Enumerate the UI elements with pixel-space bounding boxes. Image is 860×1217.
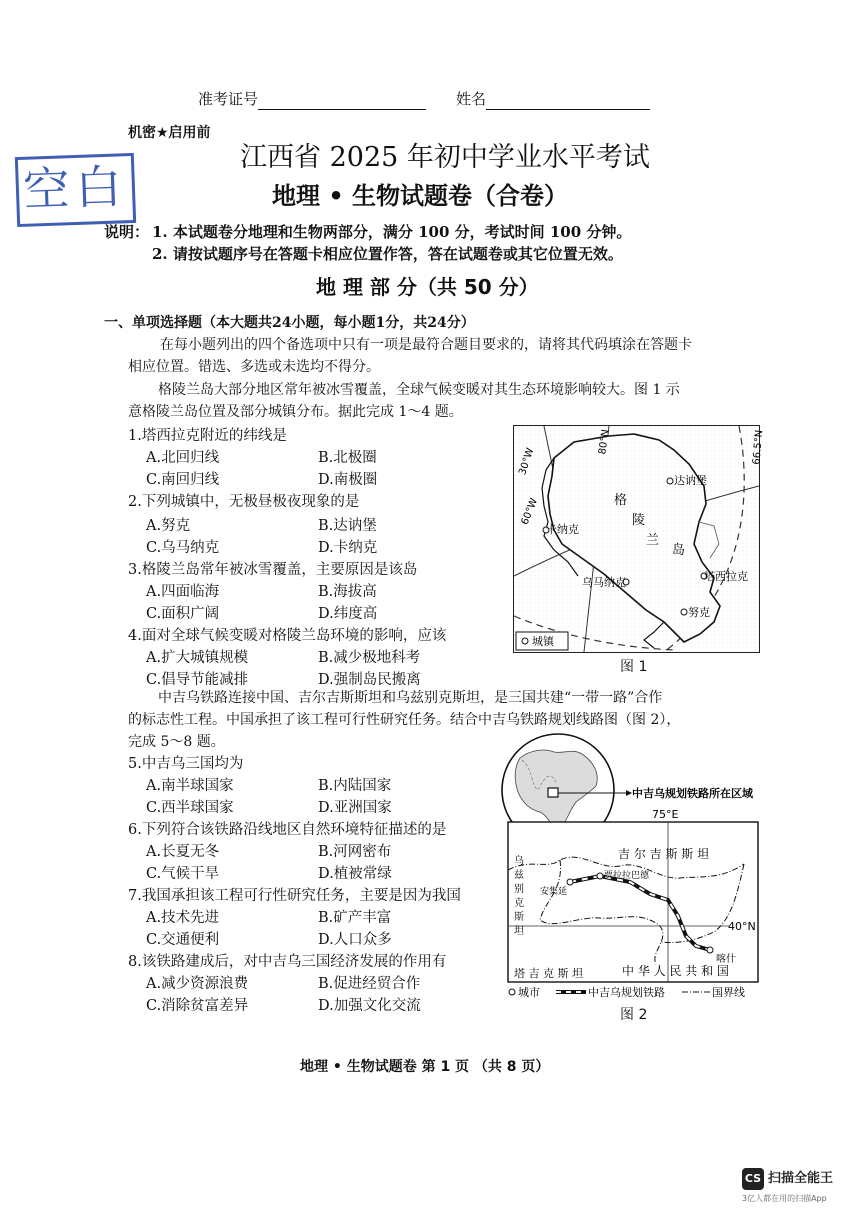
question-7-option-d: D.人口众多 <box>318 932 392 948</box>
question-2-stem: 2.下列城镇中，无极昼极夜现象的是 <box>128 494 360 510</box>
legend-city-label: 城市 <box>518 986 540 999</box>
region-marker <box>548 788 558 797</box>
town-kanak: 卡纳克 <box>546 523 579 536</box>
passage2-line-3: 完成 5～8 题。 <box>128 734 225 750</box>
island-char-2: 陵 <box>632 513 646 528</box>
question-1-stem: 1.塔西拉克附近的纬线是 <box>128 428 287 444</box>
uzbek-char-4: 克 <box>514 898 524 909</box>
lat-80n-label: 80°N <box>597 428 612 456</box>
question-2-option-b: B.达讷堡 <box>318 518 377 534</box>
name-blank <box>486 88 650 110</box>
section-title: 地 理 部 分（共 50 分） <box>316 275 539 299</box>
exam-id-blank <box>258 88 426 110</box>
town-nuuk: 努克 <box>688 606 710 619</box>
question-6-stem: 6.下列符合该铁路沿线地区自然环境特征描述的是 <box>128 822 447 838</box>
question-3-stem: 3.格陵兰岛常年被冰雪覆盖，主要原因是该岛 <box>128 562 418 578</box>
uzbek-char-3: 别 <box>514 884 524 895</box>
question-4-option-d: D.强制岛民搬离 <box>318 672 421 688</box>
legend-city-icon <box>509 989 515 995</box>
page-footer: 地理 • 生物试题卷 第 1 页 （共 8 页） <box>300 1059 550 1075</box>
legend-rail-label: 中吉乌规划铁路 <box>588 986 665 999</box>
question-8-stem: 8.该铁路建成后，对中吉乌三国经济发展的作用有 <box>128 954 447 970</box>
name-label: 姓名 <box>456 90 487 108</box>
question-3-option-c: C.面积广阔 <box>146 606 220 622</box>
question-5-option-d: D.亚洲国家 <box>318 800 392 816</box>
town-legend-icon <box>522 638 528 644</box>
app-name: 扫描全能王 <box>768 1171 834 1186</box>
question-8-option-d: D.加强文化交流 <box>318 998 421 1014</box>
question-6-option-b: B.河网密布 <box>318 844 392 860</box>
town-danaborg: 达讷堡 <box>674 474 707 487</box>
instruction-line-1: 在每小题列出的四个备选项中只有一项是最符合题目要求的，请将其代码填涂在答题卡 <box>160 337 692 353</box>
instruction-line-2: 相应位置。错选、多选或未选均不得分。 <box>128 359 380 375</box>
question-4-stem: 4.面对全球气候变暖对格陵兰岛环境的影响，应该 <box>128 628 447 644</box>
question-7-option-c: C.交通便利 <box>146 932 220 948</box>
figure-1-map <box>513 425 766 653</box>
question-1-option-d: D.南极圈 <box>318 472 378 488</box>
passage1-line-2: 意格陵兰岛位置及部分城镇分布。据此完成 1～4 题。 <box>128 404 463 420</box>
question-2-option-c: C.乌马纳克 <box>146 540 220 556</box>
question-8-option-a: A.减少资源浪费 <box>146 976 249 992</box>
question-7-option-b: B.矿产丰富 <box>318 910 392 926</box>
question-5-option-b: B.内陆国家 <box>318 778 392 794</box>
lon-30w-label: 30°W <box>517 446 537 477</box>
passage1-line-1: 格陵兰岛大部分地区常年被冰雪覆盖，全球气候变暖对其生态环境影响较大。图 1 示 <box>158 382 680 398</box>
lon-60w-label: 60°W <box>519 496 541 527</box>
exam-id-label: 准考证号 <box>198 90 259 108</box>
kyrgyzstan-label: 吉 尔 吉 斯 斯 坦 <box>618 847 710 861</box>
uzbek-char-1: 乌 <box>514 856 524 867</box>
city-jalal-abad: 贾拉拉巴德 <box>604 871 650 881</box>
notes-lead: 说明： <box>104 223 150 241</box>
tajikistan-label: 塔 吉 克 斯 坦 <box>514 967 583 980</box>
question-3-option-a: A.四面临海 <box>146 584 220 600</box>
legend-border-label: 国界线 <box>712 986 745 999</box>
question-8-option-b: B.促进经贸合作 <box>318 976 421 992</box>
island-char-4: 岛 <box>672 543 686 558</box>
question-8-option-c: C.消除贫富差异 <box>146 998 249 1014</box>
town-tasiilaq: 塔西拉克 <box>704 570 748 583</box>
figure-2-caption: 图 2 <box>620 1007 648 1023</box>
secret-label: 机密★启用前 <box>128 125 211 141</box>
question-6-option-d: D.植被常绿 <box>318 866 392 882</box>
question-4-option-a: A.扩大城镇规模 <box>146 650 249 666</box>
china-label: 中 华 人 民 共 和 国 <box>622 964 729 978</box>
camscanner-logo-icon: CS <box>742 1168 764 1190</box>
question-4-option-c: C.倡导节能减排 <box>146 672 249 688</box>
blank-stamp: 空白 <box>15 153 136 227</box>
exam-id-field <box>198 88 426 110</box>
lat-665n-label: 66.5°N <box>751 429 766 466</box>
town-umanak: 乌马纳克 <box>582 576 626 589</box>
uzbek-char-5: 斯 <box>514 912 524 923</box>
question-1-option-a: A.北回归线 <box>146 450 220 466</box>
question-2-option-d: D.卡纳克 <box>318 540 378 556</box>
railway-map <box>500 730 762 1000</box>
passage2-line-2: 的标志性工程。中国承担了该工程可行性研究任务。结合中吉乌铁路规划线路图（图 2）， <box>128 712 681 728</box>
app-tagline: 3亿人都在用的扫描App <box>742 1194 827 1203</box>
city-kashgar: 喀什 <box>716 954 736 965</box>
passage2-line-1: 中吉乌铁路连接中国、吉尔吉斯斯坦和乌兹别克斯坦，是三国共建“一带一路”合作 <box>158 690 663 706</box>
exam-title: 江西省 2025 年初中学业水平考试 <box>240 142 650 173</box>
question-2-option-a: A.努克 <box>146 518 191 534</box>
part-heading: 一、单项选择题（本大题共24小题，每小题1分，共24分） <box>104 315 475 331</box>
island-char-1: 格 <box>614 493 628 508</box>
question-7-option-a: A.技术先进 <box>146 910 220 926</box>
name-field <box>456 88 650 110</box>
question-3-option-b: B.海拔高 <box>318 584 377 600</box>
legend-town-label: 城镇 <box>532 635 554 648</box>
region-label: 中吉乌规划铁路所在区域 <box>632 787 753 800</box>
note-2: 2. 请按试题序号在答题卡相应位置作答，答在试题卷或其它位置无效。 <box>152 245 623 263</box>
note-1: 1. 本试题卷分地理和生物两部分，满分 100 分，考试时间 100 分钟。 <box>152 223 632 241</box>
figure-2-map <box>500 730 762 1000</box>
question-1-option-c: C.南回归线 <box>146 472 220 488</box>
question-3-option-d: D.纬度高 <box>318 606 378 622</box>
exam-subtitle: 地理 • 生物试题卷（合卷） <box>272 182 569 210</box>
lat-40n-label: 40°N <box>728 920 756 933</box>
question-1-option-b: B.北极圈 <box>318 450 377 466</box>
question-5-option-c: C.西半球国家 <box>146 800 234 816</box>
question-6-option-a: A.长夏无冬 <box>146 844 220 860</box>
uzbek-char-2: 兹 <box>514 870 524 881</box>
figure-1-caption: 图 1 <box>620 659 648 675</box>
question-4-option-b: B.减少极地科考 <box>318 650 421 666</box>
island-char-3: 兰 <box>646 533 660 548</box>
lon-75e-label: 75°E <box>652 808 679 821</box>
greenland-map <box>514 426 766 652</box>
question-6-option-c: C.气候干旱 <box>146 866 220 882</box>
city-andijan: 安集延 <box>540 887 568 897</box>
uzbek-char-6: 坦 <box>514 926 524 937</box>
question-5-option-a: A.南半球国家 <box>146 778 234 794</box>
question-5-stem: 5.中吉乌三国均为 <box>128 756 244 772</box>
question-7-stem: 7.我国承担该工程可行性研究任务，主要是因为我国 <box>128 888 461 904</box>
